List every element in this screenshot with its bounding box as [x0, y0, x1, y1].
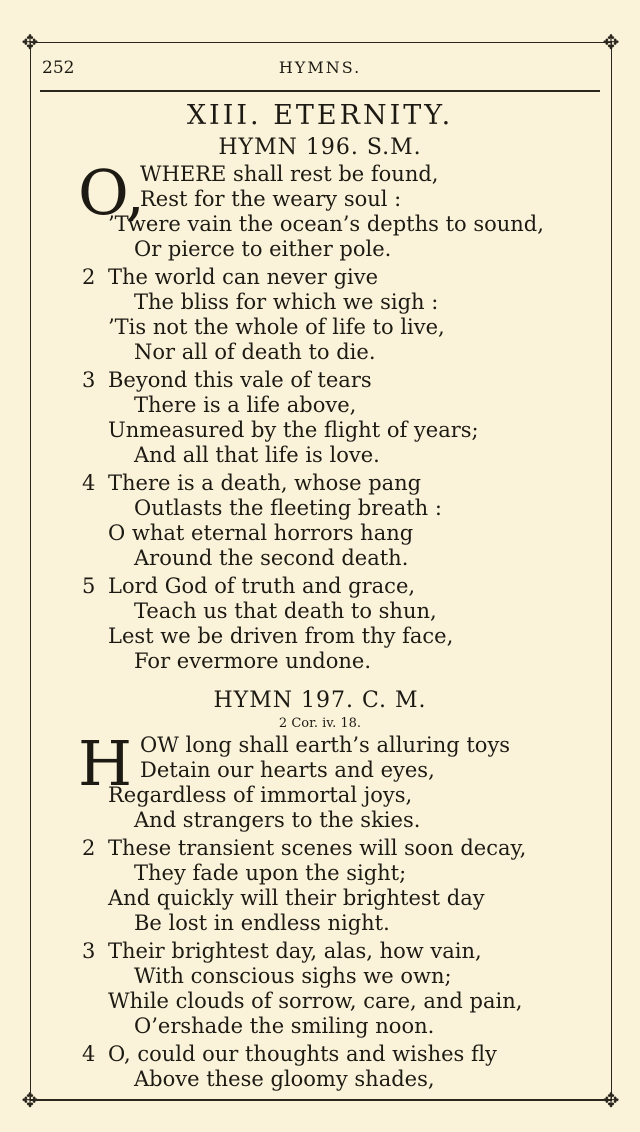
running-title: HYMNS. [278, 58, 362, 77]
stanza [40, 836, 600, 936]
hymn-line: Nor all of death to die. [134, 340, 376, 364]
frame-right-rule [611, 42, 612, 1100]
hymn-line: And strangers to the skies. [134, 808, 421, 832]
hymn-line: Or pierce to either pole. [134, 237, 392, 261]
frame-top-rule [30, 42, 612, 43]
hymn-line: Lest we be driven from thy face, [108, 624, 454, 648]
stanza [40, 156, 600, 262]
hymn-line: O’ershade the smiling noon. [134, 1014, 435, 1038]
stanza [40, 368, 600, 468]
hymn-title: HYMN 196. S.M. [218, 135, 422, 160]
page-number: 252 [42, 58, 75, 78]
page-content [40, 98, 600, 1095]
stanza [40, 265, 600, 365]
stanza [40, 727, 600, 833]
stanza [40, 1042, 600, 1092]
corner-ornament-icon: ✥ [21, 30, 39, 54]
stanza-number: 4 [82, 471, 96, 495]
hymn-line: And quickly will their brightest day [108, 886, 485, 910]
hymn-title: HYMN 197. C. M. [213, 688, 427, 713]
drop-cap: H [78, 727, 133, 800]
hymn-line: Rest for the weary soul : [140, 187, 402, 211]
corner-ornament-icon: ✥ [602, 1088, 620, 1112]
hymn-line: O what eternal horrors hang [108, 521, 414, 545]
header-rule [40, 90, 600, 92]
hymn-line: Outlasts the fleeting breath : [134, 496, 442, 520]
hymn-line: 4 There is a death, whose pang [82, 471, 422, 495]
hymn-line: Regardless of immortal joys, [108, 783, 413, 807]
stanza [40, 574, 600, 674]
hymn-line: 3 Beyond this vale of tears [82, 368, 372, 392]
stanza [40, 471, 600, 571]
section-title: XIII. ETERNITY. [186, 100, 454, 131]
frame-left-rule [30, 42, 31, 1100]
hymn-line: WHERE shall rest be found, [140, 162, 439, 186]
frame-bottom-rule [30, 1099, 612, 1101]
hymn-line: ’Twere vain the ocean’s depths to sound, [108, 212, 544, 236]
hymn-line: 2 The world can never give [82, 265, 379, 289]
hymn-line: They fade upon the sight; [134, 861, 407, 885]
running-head [0, 58, 640, 82]
hymn-line: For evermore undone. [134, 649, 371, 673]
hymn-line: There is a life above, [134, 393, 357, 417]
drop-cap: O, [78, 156, 145, 229]
hymn-line: Around the second death. [134, 546, 409, 570]
stanza-number: 2 [82, 265, 96, 289]
scripture-reference: 2 Cor. iv. 18. [278, 716, 362, 731]
hymn-line: Above these gloomy shades, [134, 1067, 435, 1091]
stanza-number: 3 [82, 939, 96, 963]
stanza-number: 5 [82, 574, 96, 598]
hymn-line: 2 These transient scenes will soon decay, [82, 836, 527, 860]
stanza-number: 3 [82, 368, 96, 392]
hymn-line: Be lost in endless night. [134, 911, 390, 935]
hymn-line: Teach us that death to shun, [134, 599, 437, 623]
hymn-line: And all that life is love. [134, 443, 380, 467]
hymn-line: ’Tis not the whole of life to live, [108, 315, 445, 339]
stanza-number: 2 [82, 836, 96, 860]
hymn-line: With conscious sighs we own; [134, 964, 452, 988]
hymn-line: The bliss for which we sigh : [134, 290, 439, 314]
hymn-line: While clouds of sorrow, care, and pain, [108, 989, 523, 1013]
hymn-line: Detain our hearts and eyes, [140, 758, 435, 782]
stanza-number: 4 [82, 1042, 96, 1066]
corner-ornament-icon: ✥ [602, 30, 620, 54]
hymn-line: OW long shall earth’s alluring toys [140, 733, 511, 757]
hymn-line: 4 O, could our thoughts and wishes fly [82, 1042, 497, 1066]
stanza [40, 939, 600, 1039]
hymn-line: 5 Lord God of truth and grace, [82, 574, 416, 598]
corner-ornament-icon: ✥ [21, 1088, 39, 1112]
hymn-line: 3 Their brightest day, alas, how vain, [82, 939, 482, 963]
hymn-line: Unmeasured by the flight of years; [108, 418, 479, 442]
